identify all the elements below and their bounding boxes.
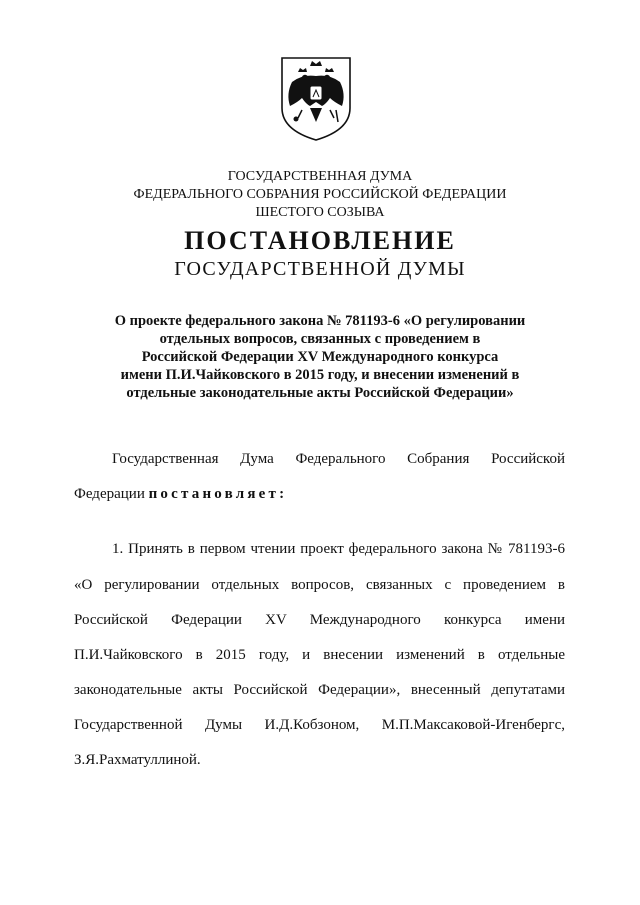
preamble-line-2 bbox=[74, 486, 565, 503]
document-subtitle: ГОСУДАРСТВЕННОЙ ДУМЫ bbox=[174, 258, 466, 280]
item1-line-4: П.И.Чайковского в 2015 году, и внесении изменений в отдельные bbox=[74, 647, 565, 663]
item1-line-3: Российской Федерации XV Международного конкурса имени bbox=[74, 612, 565, 628]
document-title: ПОСТАНОВЛЕНИЕ bbox=[184, 226, 456, 255]
coat-of-arms-emblem bbox=[272, 52, 360, 144]
preamble-text: Федерации bbox=[74, 486, 149, 502]
subject-line-3: Российской Федерации XV Международного конкурса bbox=[141, 349, 499, 365]
header-line-2: ФЕДЕРАЛЬНОГО СОБРАНИЯ РОССИЙСКОЙ ФЕДЕРАЦИИ bbox=[133, 187, 507, 202]
preamble-line-1: Государственная Дума Федерального Собрания Российской bbox=[112, 451, 565, 467]
subject-line-5: отдельные законодательные акты Российской Федерации» bbox=[126, 385, 514, 401]
item1-line-7: З.Я.Рахматуллиной. bbox=[74, 752, 201, 768]
subject-line-2: отдельных вопросов, связанных с проведением в bbox=[159, 331, 481, 347]
header-line-1: ГОСУДАРСТВЕННАЯ ДУМА bbox=[227, 169, 413, 184]
item1-line-6: Государственной Думы И.Д.Кобзоном, М.П.Максаковой-Игенбергс, bbox=[74, 717, 565, 733]
header-line-3: ШЕСТОГО СОЗЫВА bbox=[255, 205, 385, 220]
item1-line-1: 1. Принять в первом чтении проект федерального закона № 781193-6 bbox=[112, 541, 565, 557]
item1-line-2: «О регулировании отдельных вопросов, связанных с проведением в bbox=[74, 577, 565, 593]
subject-line-1: О проекте федерального закона № 781193-6 «О регулировании bbox=[114, 313, 526, 329]
subject-line-4: имени П.И.Чайковского в 2015 году, и внесении изменений в bbox=[120, 367, 520, 383]
item1-line-5: законодательные акты Российской Федерации», внесенный депутатами bbox=[74, 682, 565, 698]
operative-word: постановляет: bbox=[148, 486, 288, 502]
